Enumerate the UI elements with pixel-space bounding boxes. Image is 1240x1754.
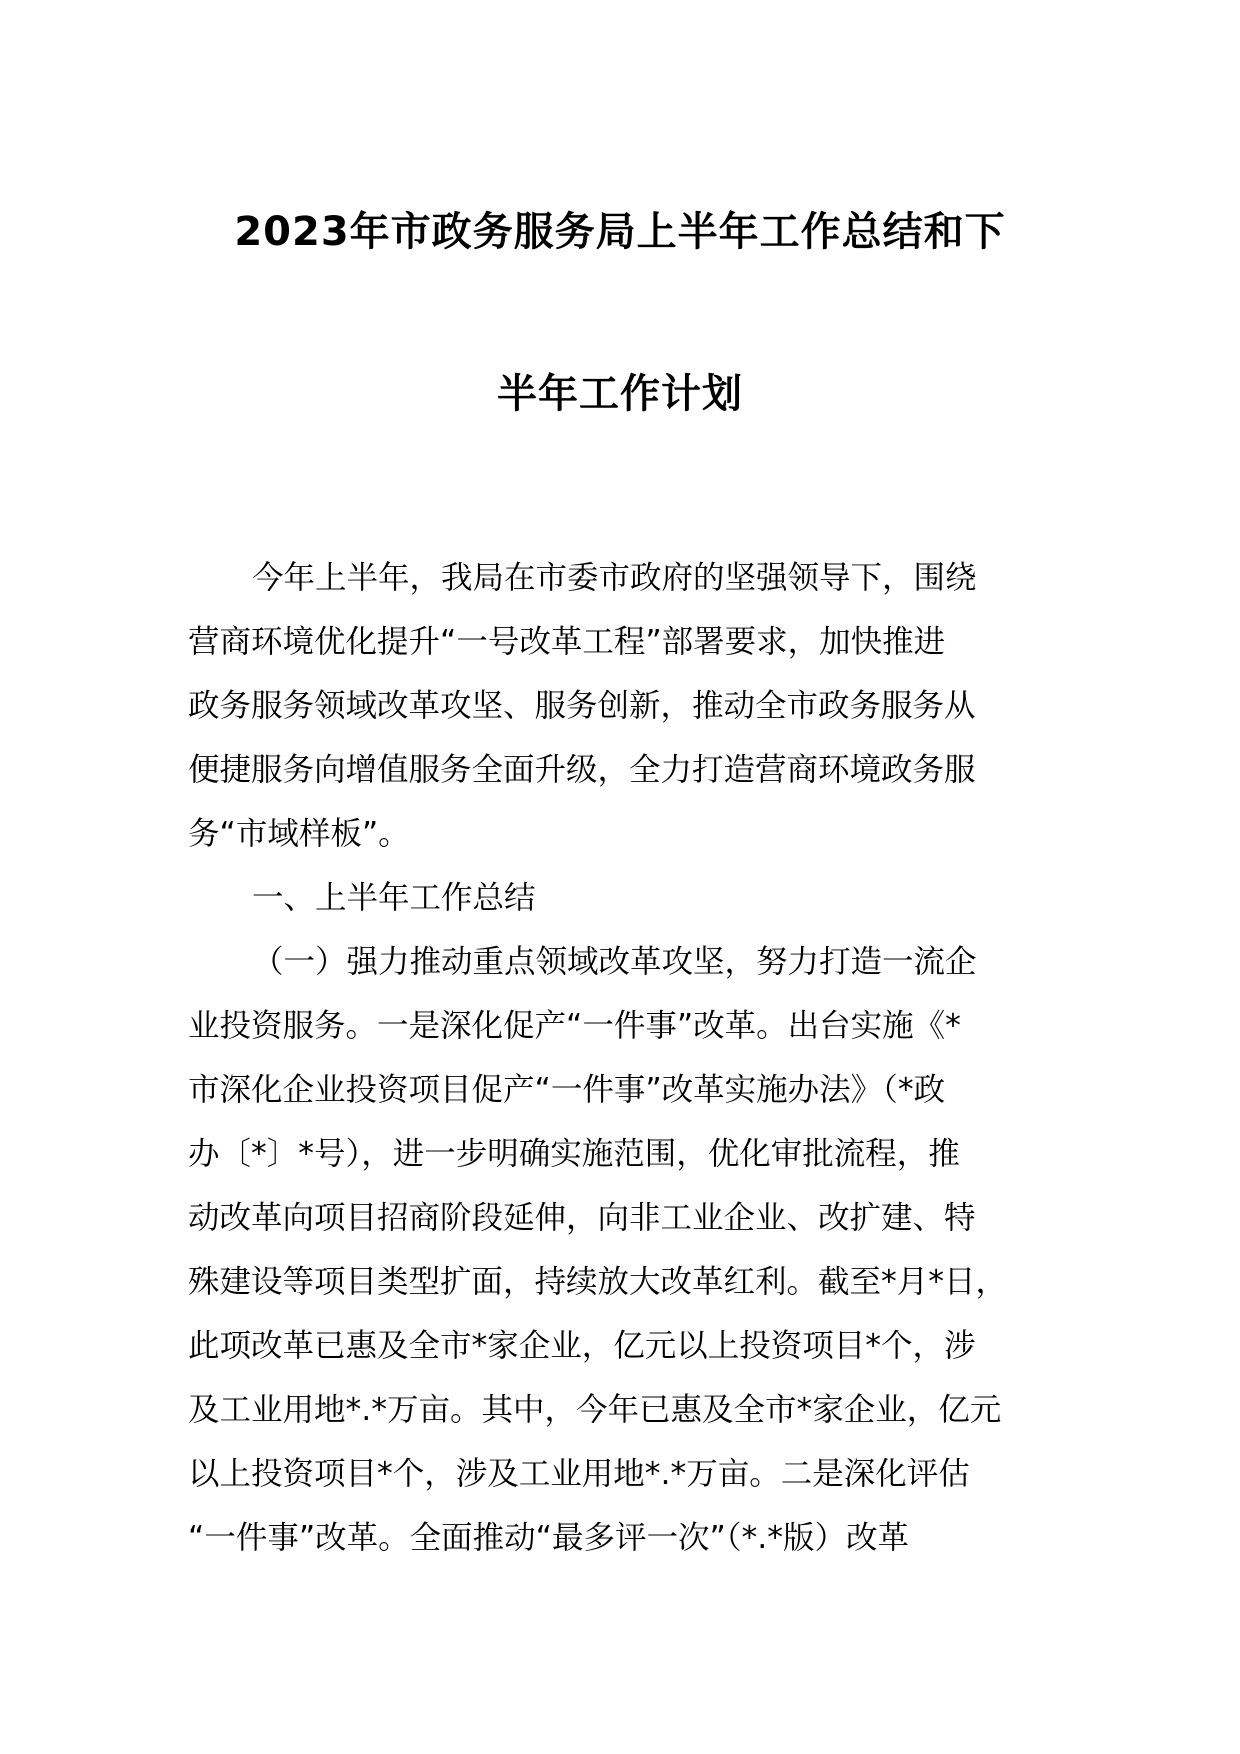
subsection-paragraph-line: 此项改革已惠及全市*家企业，亿元以上投资项目*个，涉 bbox=[188, 1328, 976, 1364]
document-title-line-1: 2023年市政务服务局上半年工作总结和下 bbox=[234, 209, 1006, 255]
intro-paragraph-line: 今年上半年，我局在市委市政府的坚强领导下，围绕 bbox=[252, 560, 977, 596]
subsection-paragraph-line: （一）强力推动重点领域改革攻坚，努力打造一流企 bbox=[252, 944, 977, 980]
intro-paragraph-line: 政务服务领域改革攻坚、服务创新，推动全市政务服务从 bbox=[188, 688, 976, 724]
subsection-paragraph-line: “一件事”改革。全面推动“最多评一次”（*.*版）改革 bbox=[188, 1520, 910, 1556]
subsection-paragraph-line: 以上投资项目*个，涉及工业用地*.*万亩。二是深化评估 bbox=[188, 1456, 970, 1492]
document-body bbox=[188, 546, 1052, 1570]
subsection-paragraph-line: 业投资服务。一是深化促产“一件事”改革。出台实施《* bbox=[188, 1008, 961, 1044]
subsection-paragraph-line: 市深化企业投资项目促产“一件事”改革实施办法》（*政 bbox=[188, 1072, 946, 1108]
intro-paragraph-line: 务“市域样板”。 bbox=[188, 816, 410, 852]
intro-paragraph-line: 便捷服务向增值服务全面升级，全力打造营商环境政务服 bbox=[188, 752, 976, 788]
intro-paragraph-line: 营商环境优化提升“一号改革工程”部署要求，加快推进 bbox=[188, 624, 946, 660]
document-title-line-2: 半年工作计划 bbox=[497, 371, 743, 417]
section-heading: 一、上半年工作总结 bbox=[252, 880, 536, 916]
subsection-paragraph-line: 殊建设等项目类型扩面，持续放大改革红利。截至*月*日， bbox=[188, 1264, 1008, 1300]
subsection-paragraph-line: 办〔*〕*号），进一步明确实施范围，优化审批流程，推 bbox=[188, 1136, 960, 1172]
subsection-paragraph-line: 动改革向项目招商阶段延伸，向非工业企业、改扩建、特 bbox=[188, 1200, 976, 1236]
subsection-paragraph-line: 及工业用地*.*万亩。其中，今年已惠及全市*家企业，亿元 bbox=[188, 1392, 1002, 1428]
